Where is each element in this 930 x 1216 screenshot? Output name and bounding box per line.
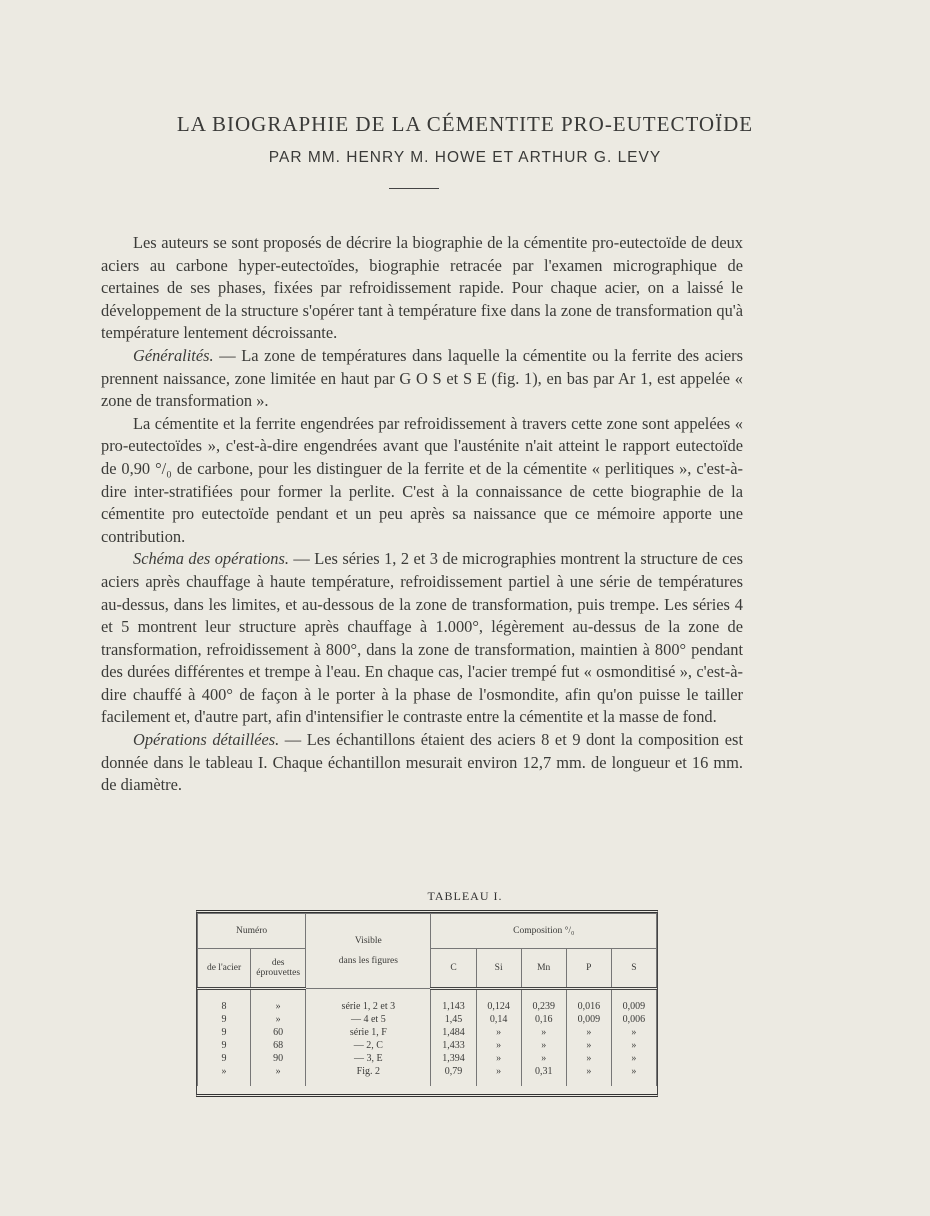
table-cell: 9 [198,1026,251,1039]
table-cell: 1,433 [431,1039,476,1052]
paragraph [101,548,743,729]
table-cell: 0,009 [611,989,656,1014]
section-heading: Schéma des opérations. [133,549,289,569]
paragraph-text: — Les échantillons étaient des aciers 8 et 9 dont la composition est donnée dans le tableau I. Chaque échantillon mesurait environ 12,7 mm. de longueur et 16 mm. de diamètre. [101,730,743,795]
paragraph [101,345,743,413]
table-cell: 1,143 [431,989,476,1014]
table-row [198,1052,657,1065]
paragraph-text: La cémentite et la ferrite engendrées par refroidissement à travers cette zone sont appelées « pro-eutectoïdes », c'est-à-dire engendrées avant que l'austénite n'ait atteint le rapport eutectoïde de 0,90 °/₀ de carbone, pour les distinguer de la ferrite et de la cémentite « perlitiques », c'est-à-dire inter-stratifiées pour former la perlite. C'est à la connaissance de cette biographie de la cémentite pro eutectoïde pendant et un peu après sa naissance que ce mémoire apporte une contribution. [101,413,743,546]
table-cell: 0,16 [521,1013,566,1026]
table-cell: » [611,1039,656,1052]
paragraph [101,232,743,345]
paragraph-text: Les auteurs se sont proposés de décrire la biographie de la cémentite pro-eutectoïde de deux aciers au carbone hyper-eutectoïdes, biographie retracée par l'examen micrographique de certaines de ses phases, fixées par refroidissement rapide. Pour chaque acier, on a laissé le développement de la structure s'opérer tant à température fixe dans la zone de transformation qu'à température lentement décroissante. [101,233,743,343]
header-tubes: des éprouvettes [251,949,306,989]
table-cell: » [476,1026,521,1039]
header-element-c: C [431,949,476,989]
article-body [101,232,743,797]
table-cell: 0,31 [521,1065,566,1086]
paragraph-text: — La zone de températures dans laquelle la cémentite ou la ferrite des aciers prennent naissance, zone limitée en haut par G O S et S E (fig. 1), en bas par Ar 1, est appelée « zone de transformation ». [101,345,743,411]
table-cell: série 1, F [306,1026,431,1039]
header-element-s: S [611,949,656,989]
header-visible-bottom: dans les figures [338,956,398,966]
table-cell: Fig. 2 [306,1065,431,1086]
table-body [198,989,657,1087]
table-cell: 9 [198,1052,251,1065]
header-composition: Composition °/₀ [431,914,657,949]
table-cell: » [611,1065,656,1086]
composition-table [196,910,658,1097]
table-cell: 0,009 [566,1013,611,1026]
table-cell: 1,394 [431,1052,476,1065]
table-cell: » [611,1026,656,1039]
paragraph [101,413,743,549]
table-cell: 9 [198,1013,251,1026]
table-cell: — 4 et 5 [306,1013,431,1026]
table-cell: » [476,1052,521,1065]
table-cell: 90 [251,1052,306,1065]
header-steel: de l'acier [198,949,251,989]
table-cell: série 1, 2 et 3 [306,989,431,1014]
table-cell: 1,45 [431,1013,476,1026]
header-element-si: Si [476,949,521,989]
table-cell: 60 [251,1026,306,1039]
section-heading: Opérations détaillées. [133,730,280,750]
section-heading: Généralités. [133,345,214,365]
header-element-mn: Mn [521,949,566,989]
table-cell: 9 [198,1039,251,1052]
table-cell: » [566,1026,611,1039]
table-cell: » [251,1013,306,1026]
table-title: TABLEAU I. [427,889,503,903]
article-title: LA BIOGRAPHIE DE LA CÉMENTITE PRO-EUTECTOÏDE [176,112,754,136]
table-cell: » [521,1039,566,1052]
article-authors: PAR MM. HENRY M. HOWE ET ARTHUR G. LEVY [268,149,662,166]
table-cell: » [251,1065,306,1086]
table-row [198,1026,657,1039]
table-cell: » [521,1026,566,1039]
header-element-p: P [566,949,611,989]
table-cell: » [566,1065,611,1086]
header-visible-top: Visible [354,936,382,946]
paragraph [101,729,743,797]
table-cell: » [521,1052,566,1065]
table-cell: » [476,1039,521,1052]
header-numero: Numéro [198,914,306,949]
table-row [198,1065,657,1086]
table-cell: » [566,1052,611,1065]
table-cell: — 3, E [306,1052,431,1065]
table-row [198,989,657,1014]
table-cell: — 2, C [306,1039,431,1052]
table-cell: 0,016 [566,989,611,1014]
table-cell: » [251,989,306,1014]
table-cell: » [476,1065,521,1086]
table-cell: » [198,1065,251,1086]
table-cell: 1,484 [431,1026,476,1039]
title-rule [389,188,439,189]
header-visible [306,914,431,989]
table-cell: 0,14 [476,1013,521,1026]
table-cell: 0,124 [476,989,521,1014]
table-row [198,1039,657,1052]
table-cell: 8 [198,989,251,1014]
table-cell: 0,006 [611,1013,656,1026]
table-cell: 0,239 [521,989,566,1014]
table-cell: » [611,1052,656,1065]
table-cell: 68 [251,1039,306,1052]
table-cell: 0,79 [431,1065,476,1086]
table-row [198,1013,657,1026]
table-cell: » [566,1039,611,1052]
paragraph-text: — Les séries 1, 2 et 3 de micrographies montrent la structure de ces aciers après chauffage à haute température, refroidissement partiel à une série de températures au-dessus, dans les limites, et au-dessous de la zone de transformation, puis trempe. Les séries 4 et 5 montrent leur structure après chauffage à 1.000°, légèrement au-dessus de la zone de transformation, refroidissement à 800°, dans la zone de transformation, maintien à 800° pendant des durées différentes et trempe à l'eau. En chaque cas, l'acier trempé fut « osmonditisé », c'est-à-dire chauffé à 400° de façon à le porter à la phase de l'osmondite, afin qu'on puisse le tailler facilement et, d'autre part, afin d'intensifier le contraste entre la cémentite et la masse de fond. [101,549,744,727]
